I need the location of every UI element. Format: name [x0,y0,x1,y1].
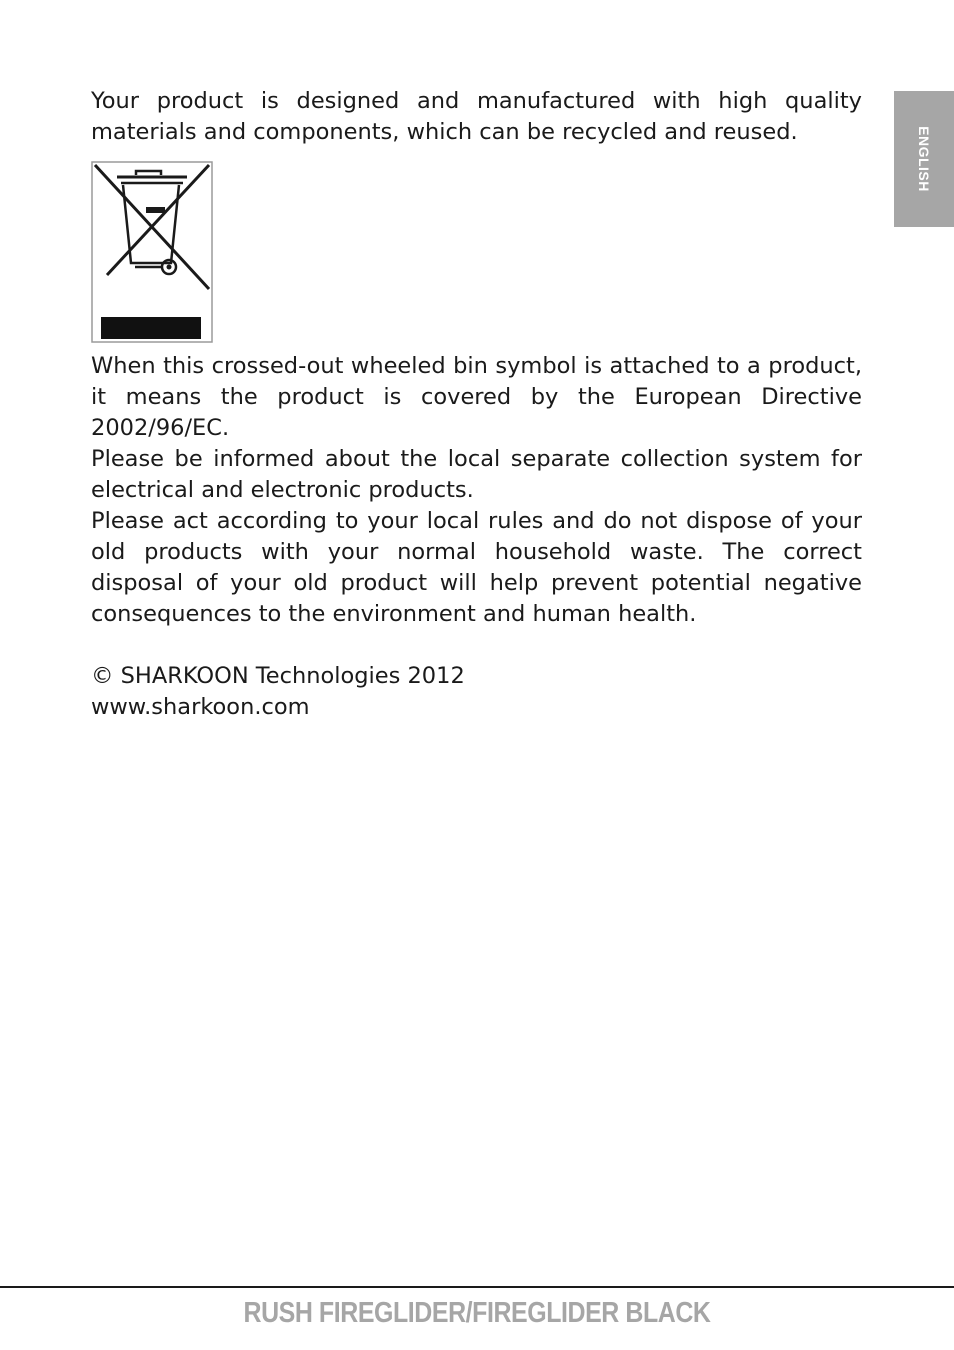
crossed-out-wheeled-bin-icon [91,161,213,343]
copyright-text: © SHARKOON Technologies 2012 [91,663,465,689]
page-content [91,86,862,723]
collection-paragraph: Please be informed about the local separate collection system for electrical and electronic products. [91,446,862,503]
directive-paragraph: When this crossed-out wheeled bin symbol is attached to a product, it means the product is covered by the European Directive 2002/96/EC. [91,353,862,441]
intro-paragraph: Your product is designed and manufactured with high quality materials and components, which can be recycled and reused. [91,88,862,145]
website-link[interactable]: www.sharkoon.com [91,694,310,720]
footer-rule [0,1286,954,1288]
disposal-paragraph: Please act according to your local rules and do not dispose of your old products with your normal household waste. The correct disposal of your old product will help prevent potential negative consequences to the environment and human health. [91,508,862,627]
language-tab [894,91,954,227]
footer-product-title: RUSH FIREGLIDER/FIREGLIDER BLACK [243,1297,711,1329]
language-tab-label: ENGLISH [916,126,932,192]
spacer [91,630,862,661]
